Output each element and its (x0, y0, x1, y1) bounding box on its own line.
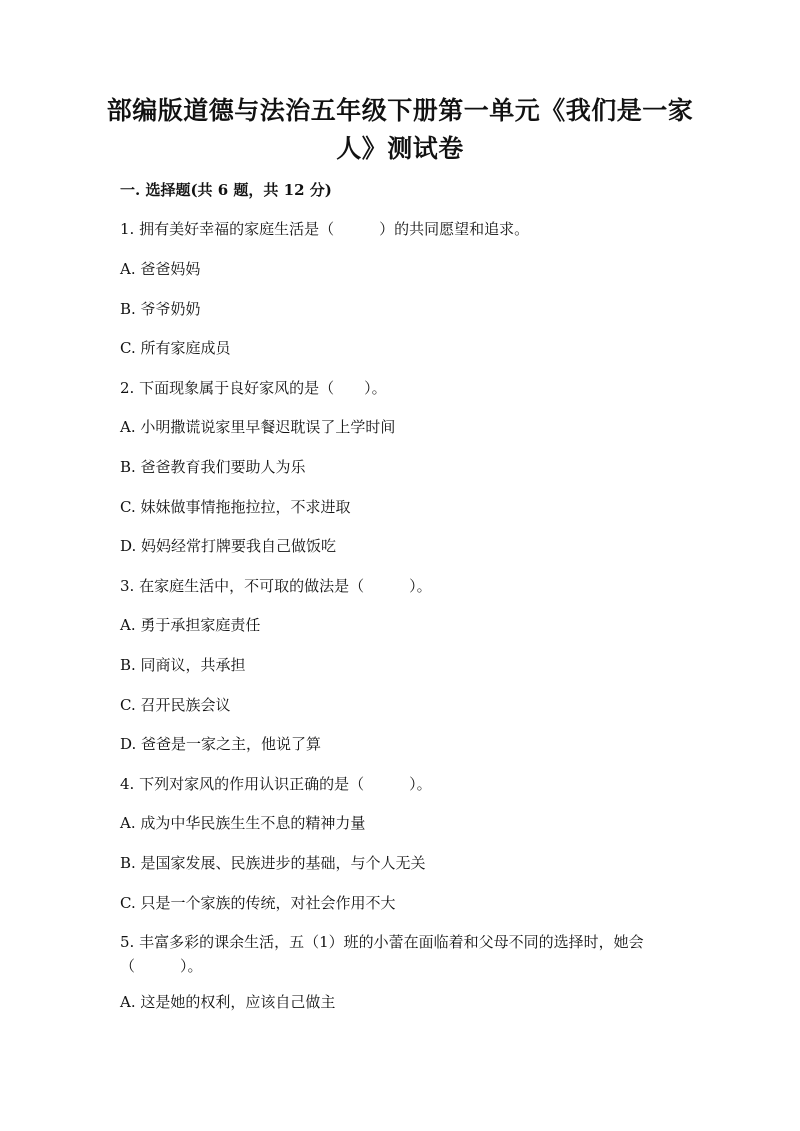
question-1-option-a: A. 爸爸妈妈 (120, 260, 201, 278)
question-5-option-a: A. 这是她的权利，应该自己做主 (120, 993, 336, 1011)
question-5-stem: 5. 丰富多彩的课余生活，五（1）班的小蕾在面临着和父母不同的选择时，她会（ ）。 (120, 933, 644, 975)
question-4-option-b: B. 是国家发展、民族进步的基础，与个人无关 (120, 854, 426, 872)
question-1-option-b: B. 爷爷奶奶 (120, 300, 201, 318)
question-2-stem: 2. 下面现象属于良好家风的是（ ）。 (120, 379, 387, 397)
question-3-option-d: D. 爸爸是一家之主，他说了算 (120, 735, 322, 753)
question-2-option-d: D. 妈妈经常打牌要我自己做饭吃 (120, 537, 337, 555)
question-4-stem: 4. 下列对家风的作用认识正确的是（ ）。 (120, 775, 432, 793)
question-3-option-a: A. 勇于承担家庭责任 (120, 616, 261, 634)
question-1-stem: 1. 拥有美好幸福的家庭生活是（ ）的共同愿望和追求。 (120, 220, 530, 238)
question-4-option-c: C. 只是一个家族的传统，对社会作用不大 (120, 894, 396, 912)
page-title: 部编版道德与法治五年级下册第一单元《我们是一家人》测试卷 (106, 96, 694, 163)
question-1-option-c: C. 所有家庭成员 (120, 339, 231, 357)
question-2-option-b: B. 爸爸教育我们要助人为乐 (120, 458, 306, 476)
question-2-option-a: A. 小明撒谎说家里早餐迟耽误了上学时间 (120, 418, 396, 436)
question-2-option-c: C. 妹妹做事情拖拖拉拉，不求进取 (120, 498, 351, 516)
section-heading: 一. 选择题(共 6 题，共 12 分) (120, 181, 332, 199)
question-4-option-a: A. 成为中华民族生生不息的精神力量 (120, 814, 366, 832)
question-3-option-b: B. 同商议，共承担 (120, 656, 246, 674)
question-3-option-c: C. 召开民族会议 (120, 696, 231, 714)
question-3-stem: 3. 在家庭生活中，不可取的做法是（ ）。 (120, 577, 432, 595)
